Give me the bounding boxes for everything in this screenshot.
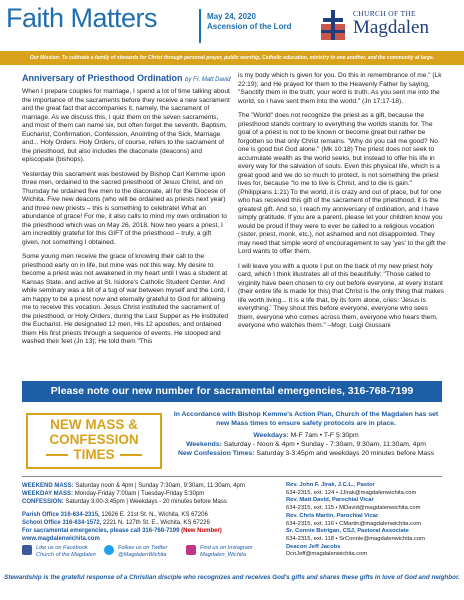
parish-info xyxy=(22,482,272,543)
schedule-label: Weekdays: xyxy=(253,432,289,439)
logo-magdalen: Magdalen xyxy=(353,17,429,38)
section-divider xyxy=(22,476,442,477)
stewardship-footer: Stewardship is the grateful response of a Christian disciple who recognizes and receives God's gifts and shares these gifts in love of God and neighbor. xyxy=(4,574,460,581)
emergency-line xyxy=(22,527,272,535)
schedule-row xyxy=(170,431,442,440)
mass-box-line2: CONFESSION xyxy=(49,432,139,447)
header xyxy=(0,0,464,50)
schedule-text: Saturday - Noon & 4pm • Sunday - 7:30am, 9:30am, 11:30am, 4pm xyxy=(223,441,426,448)
staff-contact[interactable]: 634-2315, ext. 124 • JJirak@magdalenwichita.com xyxy=(286,489,417,496)
article-paragraph: is my body which is given for you. Do this in remembrance of me." (Lk 22:19); and He prayed for them to the Heavenly Father by saying, "Sanctify them in the truth; your word is truth. As you sent me into the world, so I have sent them into the world." (Jn 17:17-18). xyxy=(238,72,442,105)
mass-box-line3: TIMES xyxy=(73,447,115,462)
info-line xyxy=(22,482,272,490)
parish-office-line xyxy=(22,511,272,519)
staff-contact[interactable]: 634-2315, ext. 115 • MDavid@magdalenwichita.com xyxy=(286,505,421,512)
article-paragraph: Yesterday this sacrament was bestowed by Bishop Carl Kemme upon three men, ordained to the sacred priesthood of Jesus Christ, and on Thursday he ordained five men to the diaconate, all for the Diocese of Wichita. Five new deacons (who will be ordained as priests next year) and three new priests – this is something to celebrate! What an abundance of grace! For me, it also calls to mind my own ordination to the priesthood which was on May 26, 2018. Now two years a priest, I am incredibly grateful for this GIFT of the priesthood – truly, a gift given, not something I obtained. xyxy=(22,170,227,246)
mass-box-line2-row xyxy=(28,432,160,447)
staff-contact[interactable]: 634-2315, ext. 118 • SrConnie@magdalenwichita.com xyxy=(286,535,425,542)
issue-occasion: Ascension of the Lord xyxy=(207,22,292,31)
mass-times-announcement xyxy=(170,410,442,458)
social-links xyxy=(22,545,272,567)
info-text: Saturday 3:00-3:45pm | Weekdays - 20 minutes before Mass xyxy=(65,499,227,505)
twitter-link[interactable] xyxy=(104,545,167,567)
facebook-line1: Like us on Facebook xyxy=(36,545,88,551)
instagram-text xyxy=(200,545,253,559)
schedule-label: New Confession Times: xyxy=(177,450,255,457)
article-byline: by Fr. Matt David xyxy=(185,77,231,83)
info-text: Saturday noon & 4pm | Sunday 7:30am, 9:30am, 11:30am, 4pm xyxy=(75,483,245,489)
article-paragraph: I will leave you with a quote I put on the back of my new priest holy card, which I think illustrates all of this beautifully: "Those called to virginity have been chosen to cry out before everyone, at every instant (their entire life is made for this) that Christ is the only thing that makes life worth living... It is a life that, by its form alone, cries: 'Jesus is everything.' They shout this before everyone, everyone who sees them, everyone who comes across them, everyone who hears them, everyone who watches them." –Msgr. Luigi Giussani xyxy=(238,262,444,329)
divider-right xyxy=(120,454,142,456)
info-label: CONFESSION: xyxy=(22,499,64,505)
facebook-line2: Church of the Magdalen xyxy=(36,552,96,558)
instagram-line2: Magdalen_Wichita xyxy=(200,552,246,558)
divider-left xyxy=(46,454,68,456)
school-office-address: 2221 N. 127th St. E., Wichita, KS 67226 xyxy=(103,520,210,526)
article-column-left xyxy=(22,88,230,353)
website-url[interactable]: www.magdalenwichita.com xyxy=(22,536,100,542)
issue-date-block xyxy=(207,12,291,32)
mass-box-line1: NEW MASS & xyxy=(50,417,138,432)
info-line xyxy=(22,498,272,506)
article-paragraph: The "World" does not recognize the priest as a gift, because the priesthood stands contrary to everything the worlds stands for. The goal of a priest is not to be known or become great but rather be forgotten so that only Christ remains. "Why do you call me good? No one is good but God alone." (Mk 10:18) The priest does not seek to accumulate wealth as the world seeks, but instead to offer his life in every way for the salvation of souls. Even this physical life, which is a great good and we do so much to protect, is not something the priest lives for, because "to me to live is Christ, and to die is gain." (Philippians 1:21) To the world, it is crazy and out of place, but for one who has received this gift of the sacrament of the priesthood, it is the greatest gift. And so, I reach my anniversary of ordination, and I have simply gratitude. If you are a parent, please let your children know you would be proud if they were to ever be called to a religious vocation (sister, priest, monk, etc.), not ashamed and not disappointed. They may need that simple word of encouragement to say 'yes' to the gift the Lord wants to offer them. xyxy=(238,112,446,255)
twitter-line1: Follow us on Twitter xyxy=(118,545,168,551)
schedule-row xyxy=(170,449,442,458)
staff-directory xyxy=(286,482,446,559)
logo-church-of-the: CHURCH OF THE xyxy=(353,9,416,18)
parish-office-address: 12626 E. 21st St. N., Wichita, KS 67206 xyxy=(101,512,208,518)
parish-office-label: Parish Office 316-634-2315, xyxy=(22,512,100,518)
staff-name: Rev. John F. Jirak, J.C.L., Pastor xyxy=(286,482,375,488)
article-title: Anniversary of Priesthood Ordination xyxy=(22,73,183,83)
twitter-text xyxy=(118,545,167,559)
website-link[interactable] xyxy=(22,535,272,543)
staff-name: Sr. Connie Beirigan, CSJ, Pastoral Associate xyxy=(286,528,409,535)
facebook-text xyxy=(36,545,96,559)
schedule-row xyxy=(170,440,442,449)
issue-date: May 24, 2020 xyxy=(207,12,256,21)
info-text: Monday-Friday 7:00am | Tuesday-Friday 5:30pm xyxy=(74,491,205,497)
twitter-line2: @MagdalenWichita xyxy=(118,552,167,558)
cross-logo-icon xyxy=(320,8,346,42)
article-title-row xyxy=(22,73,231,83)
emergency-label: For sacramental emergencies, please call 316-768-7199 xyxy=(22,528,180,534)
staff-contact[interactable]: 634-2315, ext. 116 • CMartin@magdalenwichita.com xyxy=(286,520,422,527)
schedule-text: M-F 7am • T-F 5:30pm xyxy=(290,432,359,439)
facebook-link[interactable] xyxy=(22,545,96,567)
instagram-icon xyxy=(186,545,196,555)
twitter-icon xyxy=(104,545,114,555)
article-column-right xyxy=(238,72,446,337)
staff-name: Deacon Jeff Jacobs xyxy=(286,543,341,550)
staff-contact[interactable]: DcnJeff@magdalenwichita.com xyxy=(286,551,368,558)
staff-name: Rev. Chris Martin, Parochial Vicar xyxy=(286,512,379,519)
article-paragraph: When I prepare couples for marriage, I spend a lot of time talking about the importance of the sacraments before they receive a new sacrament and the great fact that accompanies it, namely, the sacrament of marriage. As we discuss this, I quiz them on the seven sacraments, and most of them can name six, but often forget the seventh. Baptism, Eucharist, Confirmation, Confession, Anointing of the Sick, Marriage and... Holy Orders. Holy Orders, of course, refers to the sacrament of the priesthood, but also includes the diaconate (deacons) and episcopate (bishops). xyxy=(22,88,230,163)
title-divider xyxy=(199,9,201,43)
article-paragraph: Some young men receive the grace of knowing their call to the priesthood early on in life, but mine was not this way. My desire to become a priest was not awakened in my heart until I was a student at Kansas State, and active at St. Isidore's Catholic Student Center. And while seminary was a bit of a tug of war between myself and the Lord, I am happy to be a priest now and eternally grateful to God for allowing me to receive this vocation. Jesus Christ instituted the sacrament of the priesthood, or Holy Orders, during the Last Supper as He instituted the Eucharist. He designated 12 men, His 12 apostles, and ordained them His first priests through a sequence of events. He stooped and washed their feet (Jn 13); He told them "This xyxy=(22,253,230,345)
school-office-label: School Office 316-634-1572, xyxy=(22,520,102,526)
instagram-line1: Find us on Instagram xyxy=(200,545,253,551)
facebook-icon xyxy=(22,545,32,555)
info-label: WEEKDAY MASS: xyxy=(22,491,74,497)
schedule-label: Weekends: xyxy=(186,441,222,448)
announcement-intro: In Accordance with Bishop Kemme's Action Plan, Church of the Magdalen has set new Mass times to ensure safety protocols are in place. xyxy=(173,411,439,427)
info-line xyxy=(22,490,272,498)
new-mass-times-box xyxy=(26,413,162,469)
mission-bar: Our Mission: To cultivate a family of stewards for Christ through personal prayer, public worship, Catholic education, ministry to one another, and the community at large. xyxy=(0,51,464,65)
mass-box-line3-row xyxy=(28,447,160,462)
info-label: WEEKEND MASS: xyxy=(22,483,74,489)
schedule-text: Saturday 3-3:45pm and weekdays 20 minutes before Mass xyxy=(256,450,434,457)
school-office-line xyxy=(22,519,272,527)
instagram-link[interactable] xyxy=(186,545,253,567)
emergency-number-banner: Please note our new number for sacramental emergencies, 316-768-7199 xyxy=(22,381,442,402)
newsletter-title: Faith Matters xyxy=(6,3,158,33)
staff-name: Rev. Matt David, Parochial Vicar xyxy=(286,497,374,504)
new-number-note: (New Number) xyxy=(181,528,222,534)
